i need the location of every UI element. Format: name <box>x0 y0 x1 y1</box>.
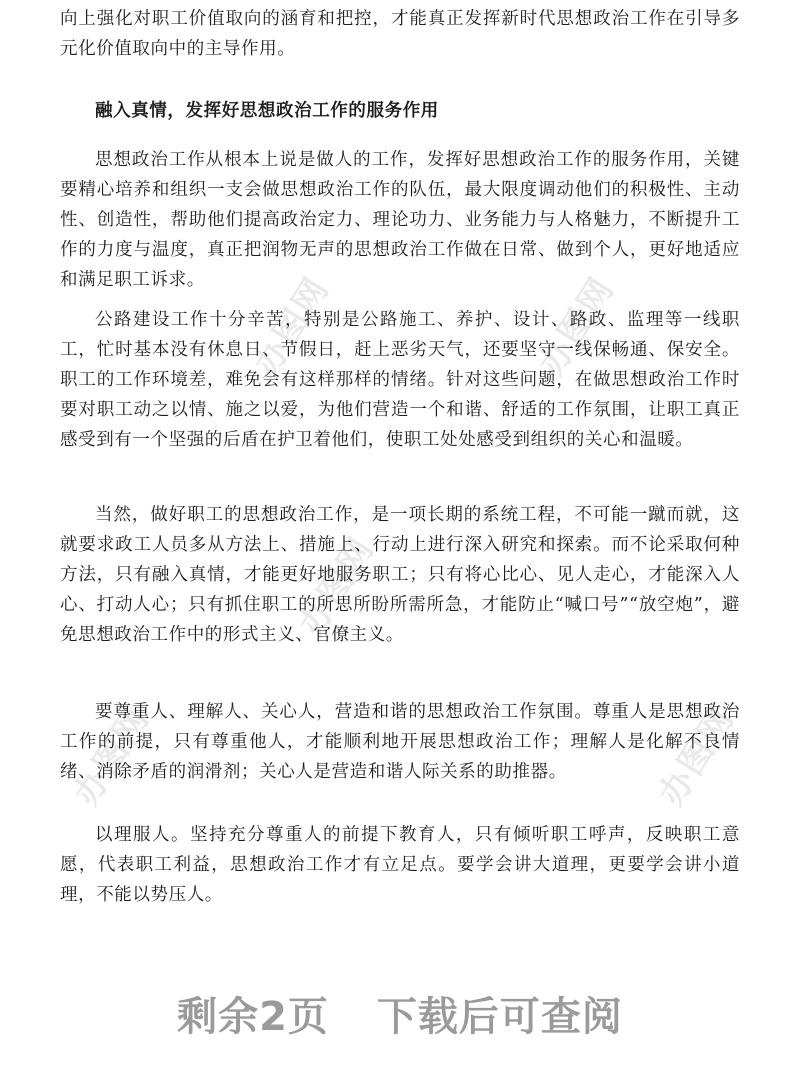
remaining-pages-label: 剩余2页 <box>177 994 329 1040</box>
watermark-text: 办图网 <box>66 699 158 813</box>
watermark-text: 办图网 <box>246 269 338 383</box>
body-paragraph: 以理服人。坚持充分尊重人的前提下教育人，只有倾听职工呼声，反映职工意愿，代表职工利益，思想政治工作才有立足点。要学会讲大道理，更要学会讲小道理，不能以势压人。 <box>60 825 740 905</box>
body-paragraph: 当然，做好职工的思想政治工作，是一项长期的系统工程，不可能一蹴而就，这就要求政工人员多从方法上、措施上、行动上进行深入研究和探索。而不论采取何种方法，只有融入真情，才能更好地服务职工；只有将心比心、见人走心，才能深入人心、打动人心；只有抓住职工的所思所盼所需所急，才能防止“喊口号”“放空炮”，避免思想政治工作中的形式主义、官僚主义。 <box>60 505 740 645</box>
watermark-text: 办图网 <box>291 529 383 643</box>
watermark-text: 办图网 <box>651 699 743 813</box>
download-hint-label: 下载后可查阅 <box>376 994 623 1040</box>
download-prompt-banner[interactable] <box>0 985 800 1042</box>
intro-continuation-paragraph: 向上强化对职工价值取向的涵育和把控，才能真正发挥新时代思想政治工作在引导多元化价值取向中的主导作用。 <box>60 9 740 59</box>
watermark-text: 办图网 <box>531 269 623 383</box>
section-heading: 融入真情，发挥好思想政治工作的服务作用 <box>95 101 439 121</box>
body-paragraph: 思想政治工作从根本上说是做人的工作，发挥好思想政治工作的服务作用，关键要精心培养和组织一支会做思想政治工作的队伍，最大限度调动他们的积极性、主动性、创造性，帮助他们提高政治定力、理论功力、业务能力与人格魅力，不断提升工作的力度与温度，真正把润物无声的思想政治工作做在日常、做到个人，更好地适应和满足职工诉求。 <box>60 150 740 290</box>
body-paragraph: 要尊重人、理解人、关心人，营造和谐的思想政治工作氛围。尊重人是思想政治工作的前提，只有尊重他人，才能顺利地开展思想政治工作；理解人是化解不良情绪、消除矛盾的润滑剂；关心人是营造和谐人际关系的助推器。 <box>60 702 740 782</box>
body-paragraph: 公路建设工作十分辛苦，特别是公路施工、养护、设计、路政、监理等一线职工，忙时基本没有休息日、节假日，赶上恶劣天气，还要坚守一线保畅通、保安全。职工的工作环境差，难免会有这样那样的情绪。针对这些问题，在做思想政治工作时要对职工动之以情、施之以爱，为他们营造一个和谐、舒适的工作氛围，让职工真正感受到有一个坚强的后盾在护卫着他们，使职工处处感受到组织的关心和温暖。 <box>60 310 740 450</box>
